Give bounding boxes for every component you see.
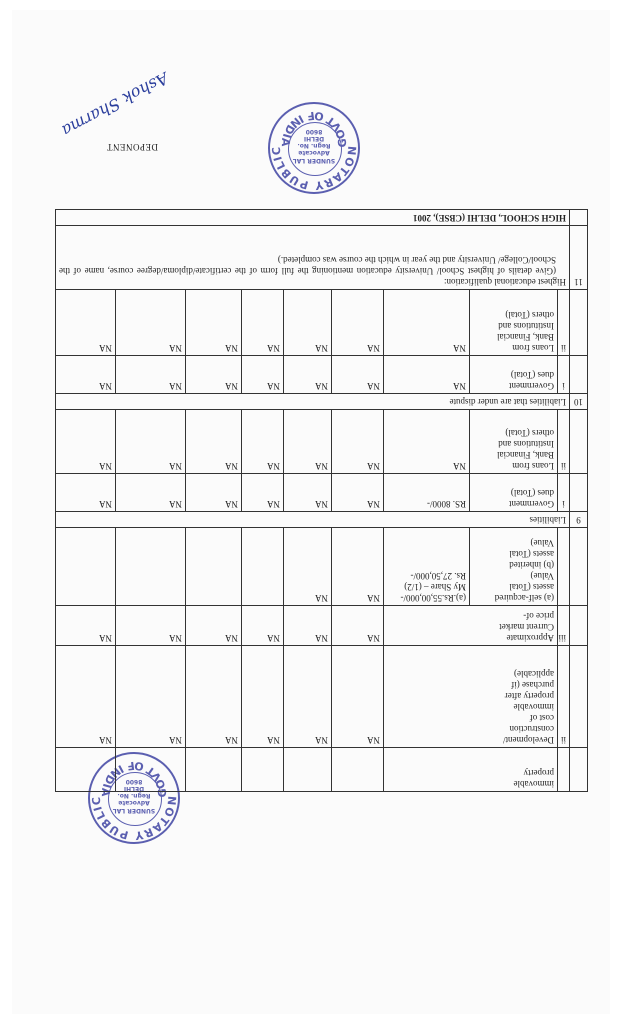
- cell-na: NA: [332, 528, 384, 606]
- deponent-label: DEPONENT: [106, 142, 158, 152]
- cell-na: NA: [56, 356, 116, 394]
- cell-na: NA: [332, 474, 384, 512]
- cell-na: NA: [186, 356, 242, 394]
- cell-na: NA: [56, 474, 116, 512]
- table-row: [56, 356, 588, 394]
- cell-na: NA: [242, 290, 284, 356]
- cell-na: NA: [116, 356, 186, 394]
- loans-label: Loans from Bank, Financial Institutions and others (Total): [470, 290, 558, 356]
- cell-na: NA: [284, 606, 332, 646]
- stamp-ring-top: NOTARY PUBLIC: [90, 795, 178, 842]
- section-label: Liabilities that are under dispute: [56, 394, 570, 410]
- stamp-number: 8600: [125, 778, 143, 785]
- table-row: [56, 226, 588, 290]
- stamp-ring-bottom: GOVT OF INDIA: [278, 108, 350, 148]
- loans-label: Loans from Bank, Financial Institutions and others (Total): [470, 410, 558, 474]
- table-row: [56, 748, 588, 792]
- development-cost-label: Development/ construction cost of immovable property after purchase (if applicable): [384, 646, 558, 748]
- page-content-rotated: [12, 10, 610, 1014]
- cell-na: NA: [242, 474, 284, 512]
- cell-na: NA: [332, 606, 384, 646]
- government-dues-label: Government dues (Total): [470, 356, 558, 394]
- cell-na: NA: [332, 290, 384, 356]
- cell-na: NA: [284, 410, 332, 474]
- stamp-name: SUNDER LAL: [112, 807, 156, 814]
- cell-na: NA: [116, 290, 186, 356]
- cell-na: NA: [56, 410, 116, 474]
- table-row: [56, 210, 588, 226]
- section-number: 9: [570, 512, 588, 528]
- table-row: [56, 512, 588, 528]
- cell-na: NA: [116, 646, 186, 748]
- cell-na: NA: [56, 290, 116, 356]
- section-label: Liabilities: [56, 512, 570, 528]
- cell-na: NA: [384, 290, 470, 356]
- row-number: ii: [558, 646, 570, 748]
- cell-na: NA: [186, 290, 242, 356]
- qualification-note: (Give details of highest School/ University education mentioning the full form of the certificate/diploma/degree course, name of the School/College/ University and the year in which the course was completed.): [59, 255, 556, 276]
- table-row: [56, 606, 588, 646]
- cell-na: NA: [242, 356, 284, 394]
- row-number: i: [558, 356, 570, 394]
- table-row: [56, 290, 588, 356]
- immovable-property-label: immovable property: [384, 748, 558, 792]
- assets-type-label: (a) self-acquired assets (Total Value) (b) inherited assets (Total Value): [470, 528, 558, 606]
- cell-na: NA: [116, 474, 186, 512]
- table-row: [56, 410, 588, 474]
- section-number: 11: [570, 226, 588, 290]
- cell-na: NA: [186, 606, 242, 646]
- cell-na: NA: [332, 410, 384, 474]
- scanned-page: [12, 10, 610, 1014]
- cell-na: NA: [284, 290, 332, 356]
- cell-na: NA: [332, 646, 384, 748]
- cell-na: NA: [242, 410, 284, 474]
- cell-na: NA: [56, 606, 116, 646]
- assets-value: (a).Rs.55,00,000/- My Share – (1/2) Rs. 27,50,000/-: [384, 528, 470, 606]
- cell-na: NA: [186, 646, 242, 748]
- stamp-role: Advocate: [298, 149, 330, 156]
- stamp-name: SUNDER LAL: [292, 157, 336, 164]
- qualification-cell: [56, 226, 570, 290]
- section-label: Highest educational qualification:: [444, 277, 566, 287]
- cell-na: NA: [284, 356, 332, 394]
- cell-na: NA: [384, 356, 470, 394]
- cell-na: NA: [242, 646, 284, 748]
- stamp-area: DELHI: [123, 785, 145, 792]
- cell-na: NA: [242, 606, 284, 646]
- section-number: 10: [570, 394, 588, 410]
- table-row: [56, 394, 588, 410]
- cell-na: NA: [284, 646, 332, 748]
- table-row: [56, 528, 588, 606]
- row-number: ii: [558, 410, 570, 474]
- stamp-regn: Regn. No.: [297, 142, 331, 149]
- qualification-value: HIGH SCHOOL, DELHI (CBSE), 2001: [56, 210, 570, 226]
- stamp-ring-bottom: GOVT OF INDIA: [98, 758, 170, 798]
- government-dues-value: RS. 8000/-: [384, 474, 470, 512]
- row-number: i: [558, 474, 570, 512]
- stamp-area: DELHI: [303, 135, 325, 142]
- cell-na: NA: [284, 528, 332, 606]
- cell-na: NA: [116, 606, 186, 646]
- row-number: iii: [558, 606, 570, 646]
- table-row: [56, 646, 588, 748]
- market-price-label: Approximate Current market price of-: [384, 606, 558, 646]
- cell-na: NA: [116, 410, 186, 474]
- stamp-regn: Regn. No.: [117, 792, 151, 799]
- government-dues-label: Government dues (Total): [470, 474, 558, 512]
- stamp-number: 8600: [305, 128, 323, 135]
- cell-na: NA: [186, 410, 242, 474]
- table-row: [56, 474, 588, 512]
- cell-na: NA: [284, 474, 332, 512]
- signature: Ashok Sharma: [58, 68, 172, 141]
- stamp-role: Advocate: [118, 799, 150, 806]
- cell-na: NA: [56, 646, 116, 748]
- stamp-ring-top: NOTARY PUBLIC: [270, 145, 358, 192]
- cell-na: NA: [186, 474, 242, 512]
- cell-na: NA: [332, 356, 384, 394]
- cell-na: NA: [384, 410, 470, 474]
- row-number: ii: [558, 290, 570, 356]
- declaration-table: [55, 209, 588, 792]
- notary-stamp-top: [268, 102, 360, 194]
